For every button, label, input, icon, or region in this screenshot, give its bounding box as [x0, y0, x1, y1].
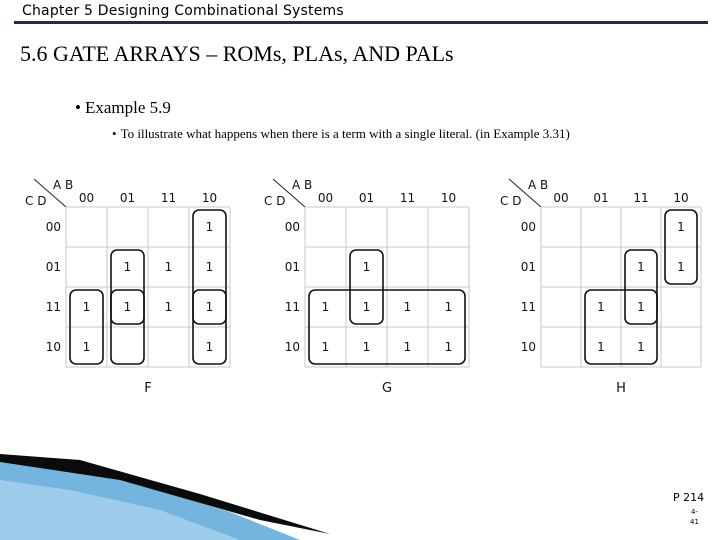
- kmap-cell-value: 1: [637, 340, 645, 354]
- kmap-col-header: 01: [593, 191, 609, 205]
- kmap-cell-value: 1: [164, 260, 173, 274]
- kmap-f: [25, 178, 230, 395]
- kmap-cell-value: 1: [403, 340, 412, 354]
- kmap-cell-value: 1: [677, 260, 685, 274]
- kmap-cell-value: 1: [321, 340, 330, 354]
- kmap-ab-label: A B: [53, 178, 74, 192]
- kmap-cell-value: 1: [637, 300, 645, 314]
- kmap-cell-value: 1: [82, 300, 91, 314]
- kmap-row-header: 11: [45, 300, 61, 314]
- bullet-dot: •: [112, 126, 117, 141]
- kmap-cell-value: 1: [205, 220, 214, 234]
- kmap-row-header: 11: [520, 300, 536, 314]
- kmap-cell-value: 1: [123, 300, 132, 314]
- kmap-cell-value: 1: [444, 300, 453, 314]
- kmap-cell-value: 1: [321, 300, 330, 314]
- kmap-h: [500, 178, 701, 395]
- kmap-col-header: 00: [553, 191, 569, 205]
- kmap-col-header: 11: [160, 191, 177, 205]
- karnaugh-maps: [0, 165, 720, 395]
- kmap-row-header: 10: [45, 340, 61, 354]
- bullet-dot: •: [75, 98, 81, 117]
- bullet-description: [112, 126, 570, 142]
- kmap-col-header: 10: [440, 191, 457, 205]
- kmap-cell-value: 1: [637, 260, 645, 274]
- bullet-description-text: To illustrate what happens when there is a term with a single literal. (in Example 3.31): [120, 126, 570, 141]
- kmap-cell-value: 1: [164, 300, 173, 314]
- slide-title: 5.6 GATE ARRAYS – ROMs, PLAs, AND PALs: [20, 41, 454, 66]
- kmap-cd-label: C D: [264, 194, 286, 208]
- kmap-col-header: 00: [78, 191, 95, 205]
- chapter-header: Chapter 5 Designing Combinational Systems: [22, 3, 344, 19]
- kmap-row-header: 11: [284, 300, 300, 314]
- header-rule: [14, 21, 708, 24]
- corner-swoosh-decoration: [0, 450, 720, 540]
- kmap-ab-label: A B: [528, 178, 549, 192]
- slide-number: [690, 507, 699, 527]
- kmap-cell-value: 1: [597, 340, 605, 354]
- kmap-col-header: 10: [673, 191, 689, 205]
- kmap-cell-value: 1: [362, 340, 371, 354]
- bullet-example: [75, 98, 171, 118]
- kmap-row-header: 00: [45, 220, 61, 234]
- kmap-cell-value: 1: [205, 340, 214, 354]
- kmap-cell-value: 1: [123, 260, 132, 274]
- kmap-col-header: 01: [119, 191, 136, 205]
- kmap-col-header: 11: [633, 191, 649, 205]
- kmap-col-header: 00: [317, 191, 334, 205]
- slide-number-index: 41: [690, 518, 699, 526]
- kmap-cell-value: 1: [82, 340, 91, 354]
- kmap-function-name: H: [616, 381, 626, 395]
- kmap-cell-value: 1: [362, 260, 371, 274]
- kmap-cell-value: 1: [597, 300, 605, 314]
- kmap-function-name: F: [144, 381, 152, 395]
- kmap-col-header: 01: [358, 191, 375, 205]
- kmap-col-header: 11: [399, 191, 416, 205]
- kmap-cell-value: 1: [362, 300, 371, 314]
- kmap-cell-value: 1: [205, 300, 214, 314]
- page-reference: P 214: [673, 491, 705, 504]
- kmap-row-header: 01: [520, 260, 536, 274]
- kmap-cell-value: 1: [677, 220, 685, 234]
- kmap-row-header: 01: [45, 260, 61, 274]
- kmap-col-header: 10: [201, 191, 218, 205]
- kmap-function-name: G: [381, 381, 393, 395]
- kmap-g: [264, 178, 469, 395]
- kmap-row-header: 01: [284, 260, 300, 274]
- bullet-example-text: Example 5.9: [84, 98, 171, 117]
- kmap-row-header: 00: [284, 220, 300, 234]
- kmap-row-header: 10: [284, 340, 300, 354]
- kmap-ab-label: A B: [292, 178, 313, 192]
- kmap-cell-value: 1: [444, 340, 453, 354]
- kmap-cd-label: C D: [25, 194, 47, 208]
- kmap-cell-value: 1: [205, 260, 214, 274]
- kmap-row-header: 10: [520, 340, 536, 354]
- kmap-cell-value: 1: [403, 300, 412, 314]
- slide-number-chapter: 4-: [690, 508, 698, 516]
- kmap-cd-label: C D: [500, 194, 522, 208]
- kmap-row-header: 00: [520, 220, 536, 234]
